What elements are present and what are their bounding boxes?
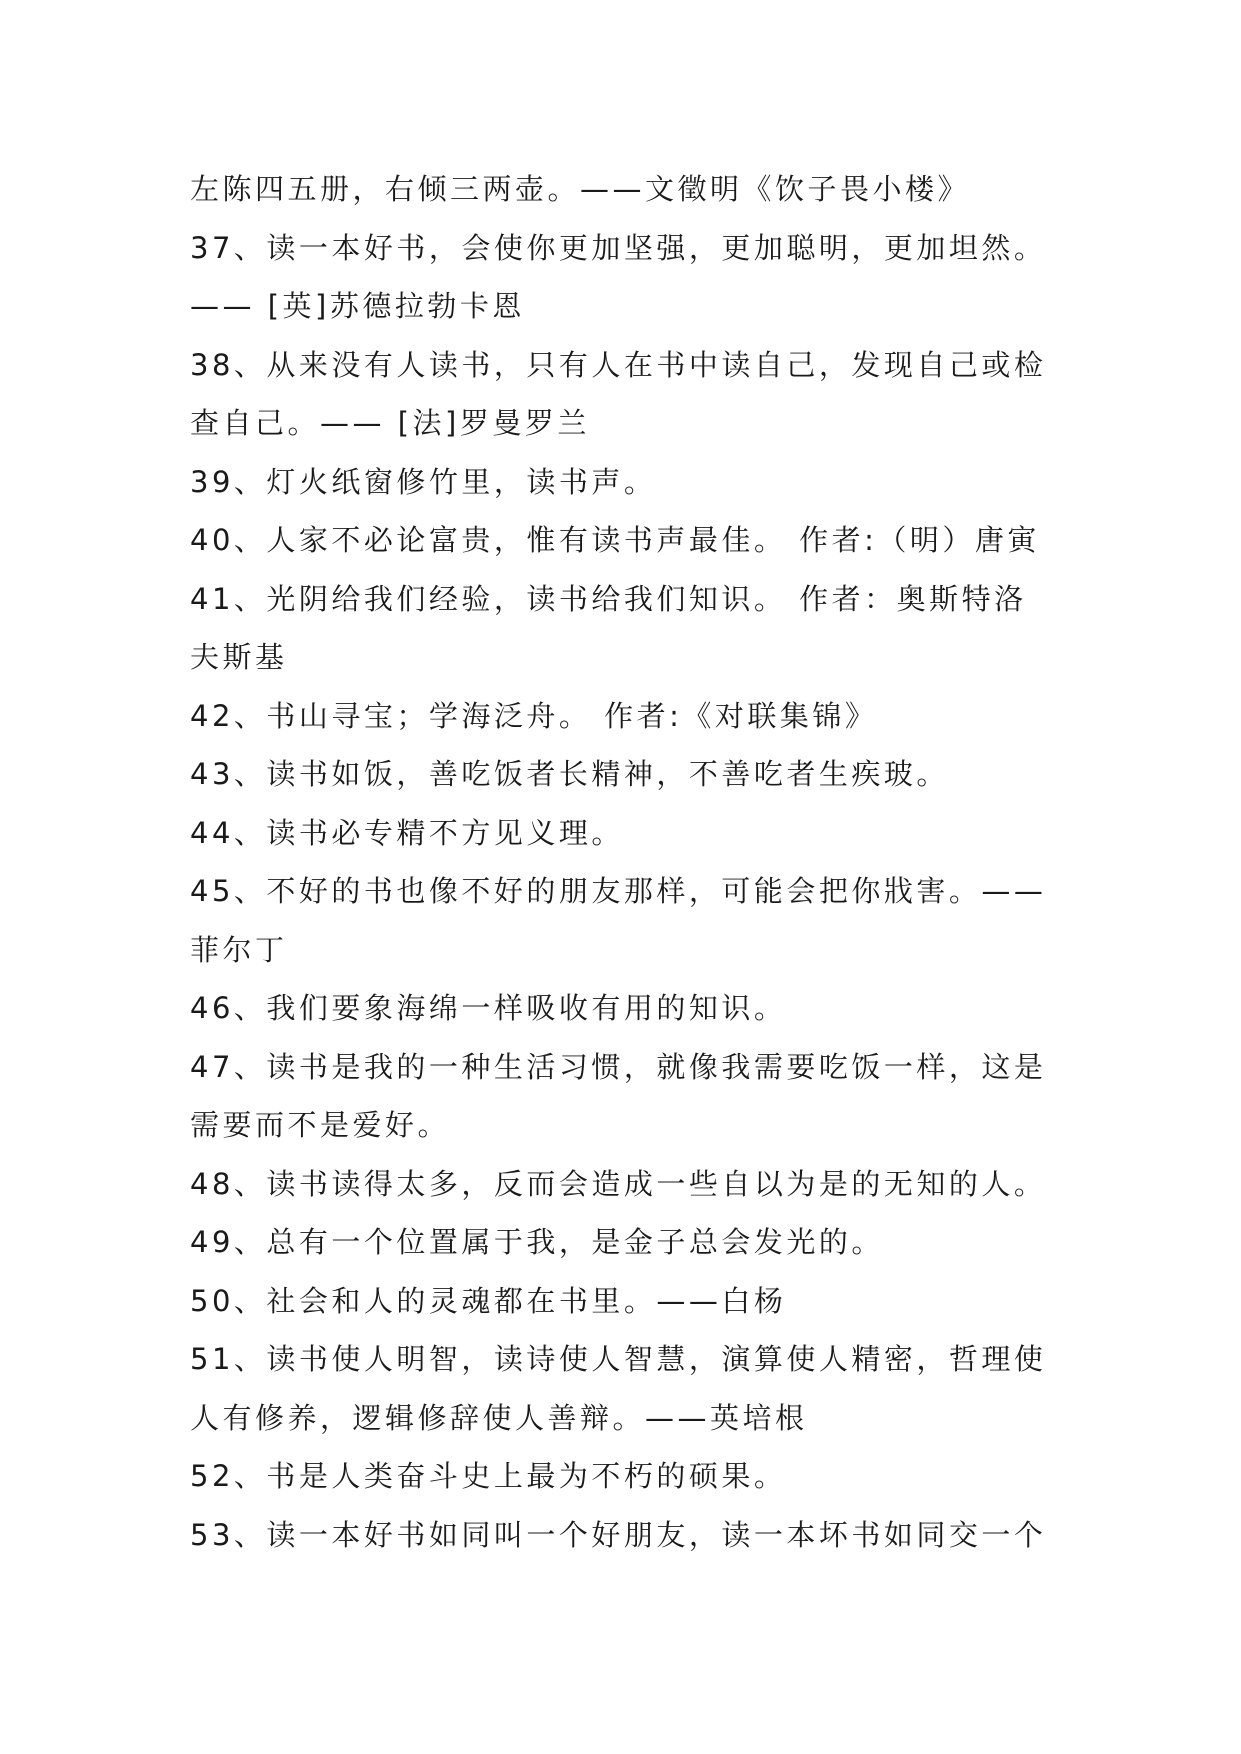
text-line: 夫斯基 bbox=[190, 640, 288, 674]
text-line: 人有修养，逻辑修辞使人善辩。——英培根 bbox=[190, 1400, 808, 1435]
text-line: —— [英]苏德拉勃卡恩 bbox=[190, 289, 525, 323]
text-line: 53、读一本好书如同叫一个好朋友，读一本坏书如同交一个 bbox=[190, 1517, 1047, 1552]
document-body bbox=[190, 160, 1080, 1564]
text-line: 需要而不是爱好。 bbox=[190, 1108, 451, 1142]
text-line: 41、光阴给我们经验，读书给我们知识。 作者：奥斯特洛 bbox=[190, 581, 1027, 616]
text-line: 44、读书必专精不方见义理。 bbox=[190, 815, 624, 850]
text-line: 38、从来没有人读书，只有人在书中读自己，发现自己或检 bbox=[190, 347, 1047, 382]
text-line: 菲尔丁 bbox=[190, 932, 288, 967]
text-line: 50、社会和人的灵魂都在书里。——白杨 bbox=[190, 1283, 787, 1318]
text-line: 46、我们要象海绵一样吸收有用的知识。 bbox=[190, 991, 787, 1025]
text-line: 43、读书如饭，善吃饭者长精神，不善吃者生疾玻。 bbox=[190, 757, 949, 791]
text-line: 45、不好的书也像不好的朋友那样，可能会把你戕害。—— bbox=[190, 874, 1047, 908]
text-line: 48、读书读得太多，反而会造成一些自以为是的无知的人。 bbox=[190, 1166, 1047, 1201]
text-line: 49、总有一个位置属于我，是金子总会发光的。 bbox=[190, 1225, 884, 1259]
text-line: 左陈四五册，右倾三两壶。——文徵明《饮子畏小楼》 bbox=[190, 172, 971, 206]
text-line: 查自己。—— [法]罗曼罗兰 bbox=[190, 406, 590, 440]
text-line: 47、读书是我的一种生活习惯，就像我需要吃饭一样，这是 bbox=[190, 1049, 1047, 1084]
text-line: 42、书山寻宝；学海泛舟。 作者:《对联集锦》 bbox=[190, 698, 878, 733]
text-line: 39、灯火纸窗修竹里，读书声。 bbox=[190, 464, 657, 499]
text-line: 51、读书使人明智，读诗使人智慧，演算使人精密，哲理使 bbox=[190, 1342, 1047, 1376]
text-line: 40、人家不必论富贵，惟有读书声最佳。 作者:（明）唐寅 bbox=[190, 523, 1040, 557]
text-line: 52、书是人类奋斗史上最为不朽的硕果。 bbox=[190, 1459, 787, 1493]
text-line: 37、读一本好书，会使你更加坚强，更加聪明，更加坦然。 bbox=[190, 230, 1047, 265]
